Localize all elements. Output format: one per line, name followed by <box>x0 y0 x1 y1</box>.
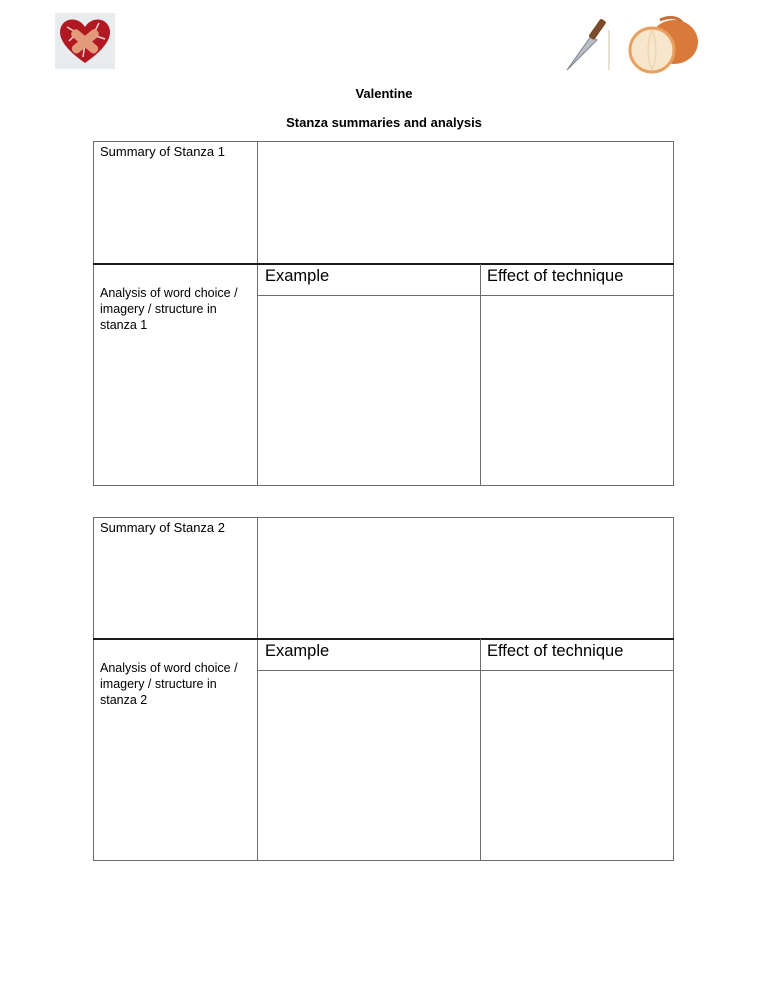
effect-stanza-2-field[interactable] <box>481 671 673 860</box>
document-subtitle: Stanza summaries and analysis <box>286 115 482 130</box>
summary-stanza-1-label: Summary of Stanza 1 <box>100 144 225 159</box>
stanza-1-table <box>93 141 674 486</box>
document-title: Valentine <box>355 86 413 101</box>
column-header-effect: Effect of technique <box>487 267 624 285</box>
effect-stanza-1-field[interactable] <box>481 296 673 485</box>
knife-image <box>565 14 615 72</box>
broken-heart-image <box>55 13 115 69</box>
summary-stanza-2-field[interactable] <box>258 518 673 638</box>
analysis-stanza-1-label: Analysis of word choice / imagery / structure in stanza 1 <box>100 286 238 332</box>
example-stanza-2-field[interactable] <box>258 671 480 860</box>
column-header-example: Example <box>265 267 330 285</box>
stanza-2-table <box>93 517 674 861</box>
column-header-effect: Effect of technique <box>487 642 624 660</box>
summary-stanza-2-label: Summary of Stanza 2 <box>100 520 225 535</box>
column-header-example: Example <box>265 642 330 660</box>
summary-stanza-1-field[interactable] <box>258 142 673 263</box>
analysis-stanza-2-label: Analysis of word choice / imagery / structure in stanza 2 <box>100 661 238 707</box>
onion-image <box>624 12 702 74</box>
example-stanza-1-field[interactable] <box>258 296 480 485</box>
